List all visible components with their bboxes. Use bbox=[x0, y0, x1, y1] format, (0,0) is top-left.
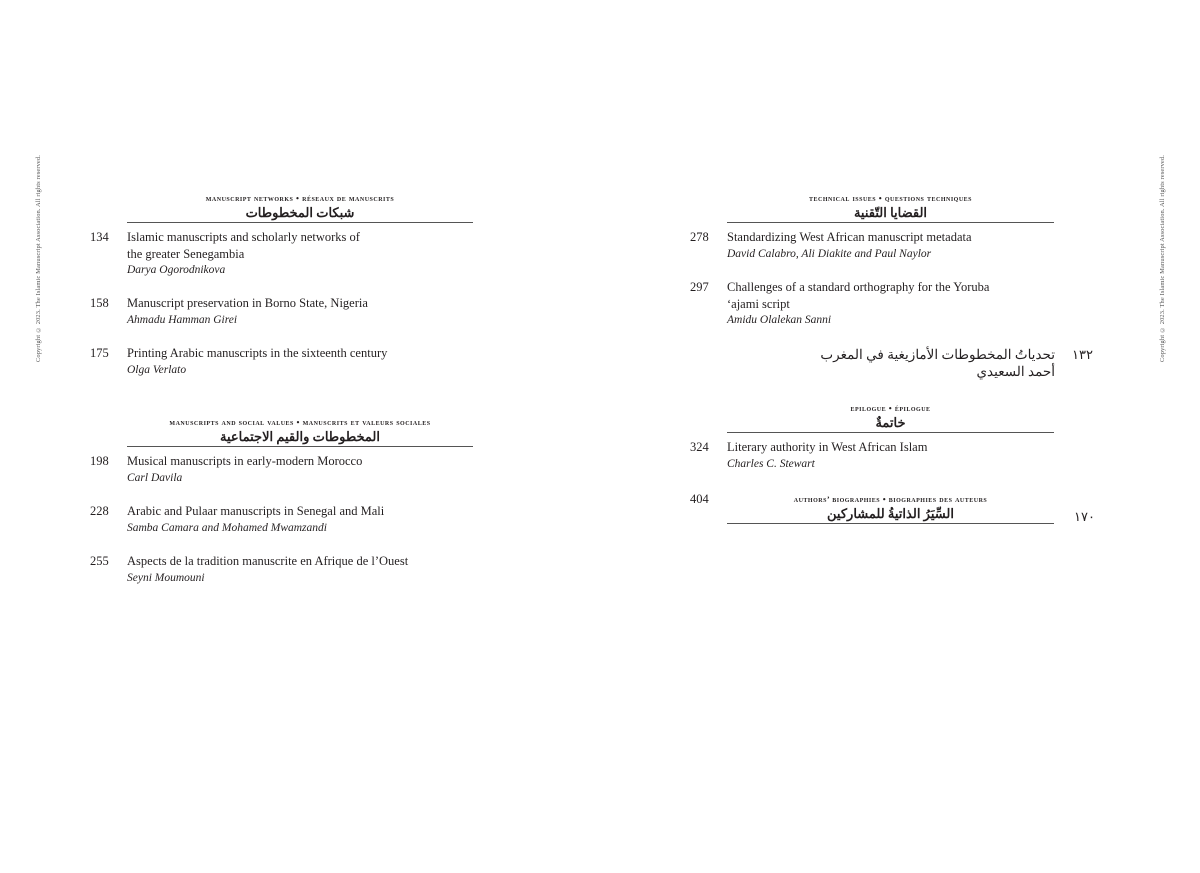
section-title-en: technical issues • questions techniques bbox=[808, 193, 973, 203]
entry-author: Darya Ogorodnikova bbox=[127, 264, 226, 276]
entry-title: Islamic manuscripts and scholarly networks of bbox=[127, 230, 360, 244]
page-number-ar: ١٣٢ bbox=[1072, 347, 1093, 362]
entry-author: Amidu Olalekan Sanni bbox=[727, 314, 832, 326]
section-heading bbox=[727, 402, 1054, 433]
entry-title: Printing Arabic manuscripts in the sixteenth century bbox=[127, 346, 388, 360]
page-number: 198 bbox=[90, 454, 109, 468]
section-heading bbox=[727, 192, 1054, 223]
section-title-en: authors’ biographies • biographies des auteurs bbox=[793, 494, 988, 504]
section-title-en: manuscripts and social values • manuscrits et valeurs sociales bbox=[169, 417, 431, 427]
entry-title: Literary authority in West African Islam bbox=[727, 440, 928, 454]
entry-author: Ahmadu Hamman Girei bbox=[127, 313, 238, 326]
section-heading bbox=[127, 416, 473, 447]
page-number: 134 bbox=[90, 230, 109, 244]
entry-author: Charles C. Stewart bbox=[727, 457, 815, 470]
section-social-values bbox=[127, 416, 473, 447]
entry-title-cont: the greater Senegambia bbox=[127, 246, 245, 261]
section-manuscript-networks bbox=[127, 192, 473, 223]
page-number: 228 bbox=[90, 504, 109, 518]
page-number-ar: ١٧٠ bbox=[1074, 509, 1095, 524]
section-epilogue bbox=[727, 402, 1054, 433]
page-number: 324 bbox=[690, 440, 709, 454]
entry-title: Arabic and Pulaar manuscripts in Senegal and Mali bbox=[127, 504, 385, 518]
section-title-ar: خاتمةٌ bbox=[875, 415, 906, 430]
entry-title: Standardizing West African manuscript metadata bbox=[727, 230, 972, 244]
page-number: 158 bbox=[90, 296, 109, 310]
copyright-notice-left: Copyright © 2023. The Islamic Manuscript Association. All rights reserved. bbox=[35, 155, 42, 363]
section-technical-issues bbox=[727, 192, 1054, 223]
section-title-ar: القضايا التّقنية bbox=[853, 205, 928, 220]
section-title-en: manuscript networks • réseaux de manuscrits bbox=[205, 193, 395, 203]
entry-author: Seyni Moumouni bbox=[127, 571, 205, 584]
section-title-en: epilogue • épilogue bbox=[850, 403, 931, 413]
section-biographies bbox=[727, 493, 1054, 524]
section-title-ar: شبكات المخطوطات bbox=[245, 205, 355, 220]
entry-title-cont: ʻajami script bbox=[727, 296, 790, 311]
entry-title: Challenges of a standard orthography for the Yoruba bbox=[727, 280, 990, 294]
copyright-notice-right: Copyright © 2023. The Islamic Manuscript Association. All rights reserved. bbox=[1159, 155, 1166, 363]
section-title-ar: السِّيَرُ الذاتيةُ للمشاركين bbox=[827, 506, 954, 521]
page-number: 297 bbox=[690, 280, 709, 294]
entry-title: Aspects de la tradition manuscrite en Afrique de l’Ouest bbox=[127, 554, 409, 568]
entry-author: Carl Davila bbox=[127, 471, 183, 484]
page-number: 175 bbox=[90, 346, 109, 360]
entry-author: Samba Camara and Mohamed Mwamzandi bbox=[127, 521, 327, 534]
section-heading bbox=[127, 192, 473, 223]
section-title-ar: المخطوطات والقيم الاجتماعية bbox=[219, 429, 381, 444]
entry-author-ar: أحمد السعيدي bbox=[976, 364, 1055, 379]
entry-author: David Calabro, Ali Diakite and Paul Naylor bbox=[727, 247, 932, 260]
page-number: 278 bbox=[690, 230, 709, 244]
entry-title: Manuscript preservation in Borno State, Nigeria bbox=[127, 296, 368, 310]
entry-title-ar: تحدياتُ المخطوطات الأمازيغية في المغرب bbox=[820, 347, 1055, 362]
section-heading bbox=[727, 493, 1054, 524]
entry-title: Musical manuscripts in early-modern Morocco bbox=[127, 454, 363, 468]
page-number: 404 bbox=[690, 492, 709, 506]
entry-author: Olga Verlato bbox=[127, 363, 187, 376]
page-number: 255 bbox=[90, 554, 109, 568]
